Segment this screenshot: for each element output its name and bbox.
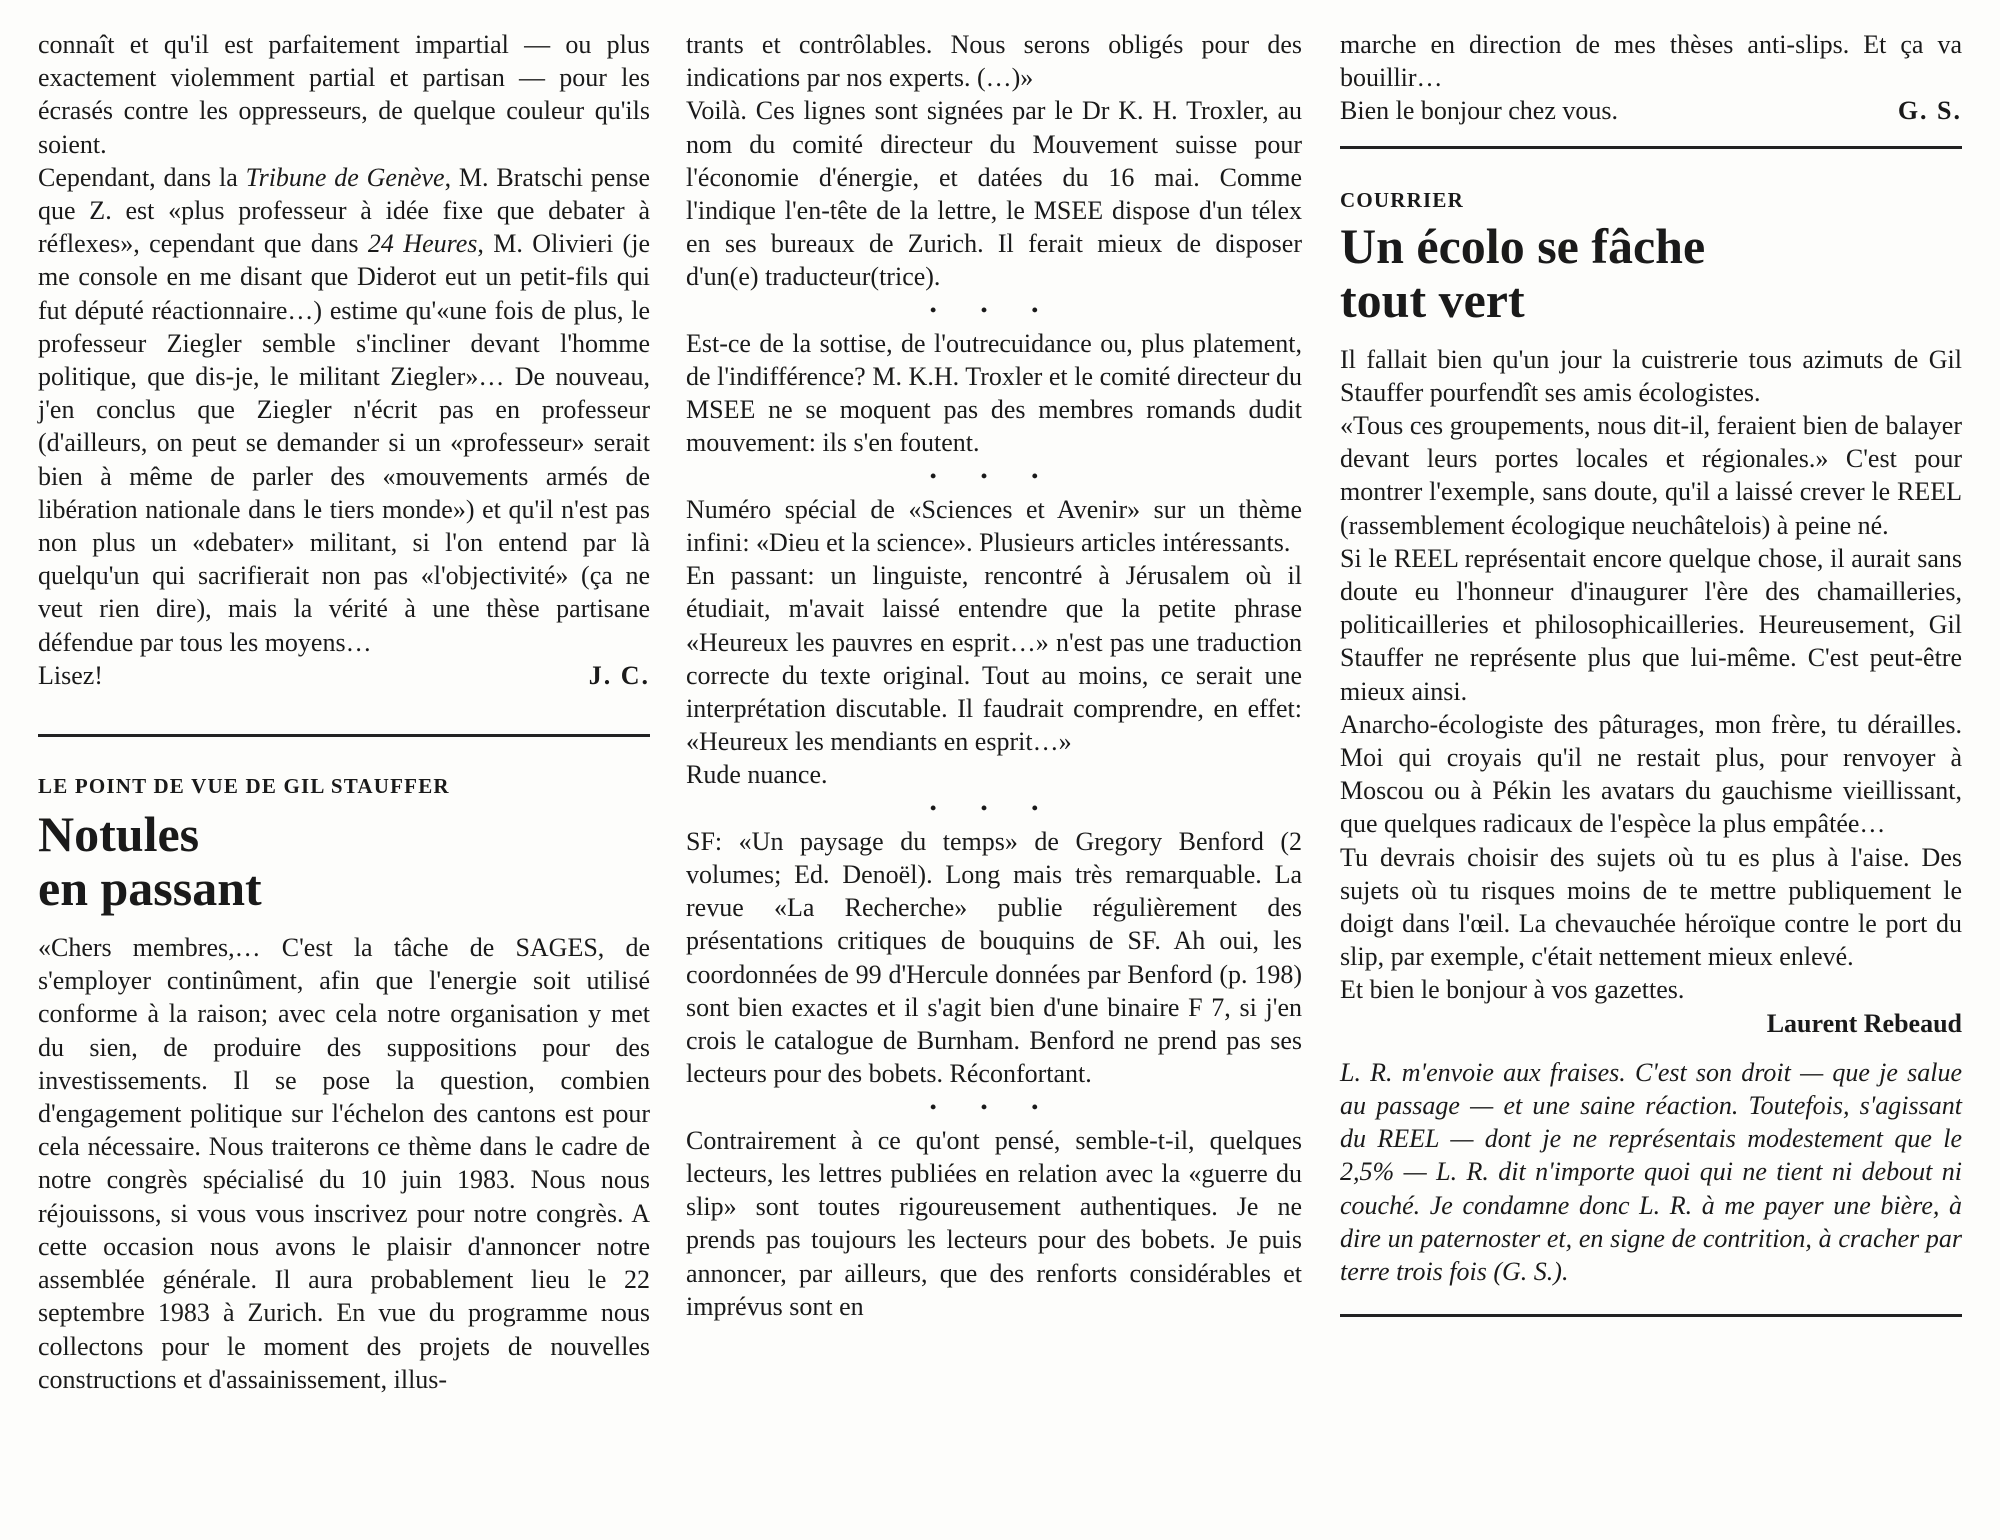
text-block — [1340, 28, 1962, 94]
paragraph: marche en direction de mes thèses anti-slips. Et ça va bouillir… — [1340, 30, 1962, 93]
divider — [38, 734, 650, 737]
headline-line: Notules — [38, 806, 200, 863]
text-run: , M. Olivieri (je me console en me disant que Diderot eut un petit-fils qui fut député réactionnaire…) estime qu'«une fois de plus, le professeur Ziegler semble s'incliner devant l'homme politique, que dis-je, le militant Ziegler»… De nouveau, j'en conclus que Ziegler n'écrit pas en professeur (d'ailleurs, on peut se demander si un «professeur» serait bien à même de parler des «mouvements armés de libération nationale dans le tiers monde») et qu'il n'est pas non plus un «debater» militant, si l'on entend par là quelqu'un qui sacrifierait non pas «l'objectivité» (ça ne veut rien dire), mais la vérité à une thèse partisane défendue par tous les moyens… — [38, 229, 650, 657]
separator: • • • — [930, 797, 1058, 818]
article-body — [686, 28, 1302, 294]
paragraph: Numéro spécial de «Sciences et Avenir» sur un thème infini: «Dieu et la science». Plusieurs articles intéressants. — [686, 494, 1302, 558]
author-initials: G. S. — [1897, 96, 1962, 126]
paragraph: Si le REEL représentait encore quelque chose, il aurait sans doute eu l'honneur d'inaugurer l'ère des chamailleries, politicailleries et philosophicailleries. Heureusement, Gil Stauffer ne représente plus que lui-même. C'est peut-être mieux ainsi. — [1340, 543, 1962, 706]
paragraph: L. R. m'envoie aux fraises. C'est son droit — que je salue au passage — et une saine réaction. Toutefois, s'agissant du REEL — dont je ne représentais modestement que le 2,5% — L. R. dit n'importe quoi qui ne tient ni debout ni couché. Je condamne donc L. R. à me payer une bière, à dire un paternoster et, en signe de contrition, à cracher par terre trois fois (G. S.). — [1340, 1057, 1962, 1287]
column-2 — [686, 28, 1302, 1323]
paragraph: Tu devrais choisir des sujets où tu es plus à l'aise. Des sujets où tu risques moins de te mettre publiquement le doigt dans l'œil. La chevauchée héroïque contre le port du slip, par exemple, c'était nettement mieux enlevé. — [1340, 842, 1962, 972]
paragraph: Contrairement à ce qu'ont pensé, semble-t-il, quelques lecteurs, les lettres publiées en relation avec la «guerre du slip» sont toutes rigoureusement authentiques. Je ne prends pas toujours les lecteurs pour des bobets. Je puis annoncer, par ailleurs, que des renforts considérables et imprévus sont en — [686, 1125, 1302, 1321]
headline-line: en passant — [38, 860, 262, 917]
text-block — [686, 825, 1302, 1091]
headline-line: Un écolo se fâche — [1340, 217, 1706, 274]
author-initials: J. C. — [588, 660, 650, 690]
paragraph — [38, 161, 650, 659]
section-kicker: LE POINT DE VUE DE GIL STAUFFER — [38, 774, 450, 799]
paragraph: Rude nuance. — [686, 760, 828, 790]
paragraph: trants et contrôlables. Nous serons obligés pour des indications par nos experts. (…)» — [686, 30, 1302, 93]
paragraph: «Tous ces groupements, nous dit-il, feraient bien de balayer devant leurs portes locales et régionales.» C'est pour montrer l'exemple, sans doute, qu'il a laissé crever le REEL (rassemblement écologique neuchâtelois) à peine né. — [1340, 411, 1962, 540]
divider — [1340, 1314, 1962, 1317]
paragraph: Anarcho-écologiste des pâturages, mon frère, tu dérailles. Moi qui croyais qu'il ne restait plus, pour renvoyer à Moscou ou à Pékin les avatars du gauchisme vieillissant, que quelques radicaux de l'espèce la plus empâtée… — [1340, 709, 1962, 839]
letter-body — [1340, 343, 1962, 1007]
column-1 — [38, 28, 650, 1396]
separator: • • • — [930, 299, 1058, 320]
headline-line: tout vert — [1340, 271, 1525, 328]
signature-line — [1340, 94, 1962, 127]
text-run: , M. Bratschi pense que Z. est «plus professeur à idée fixe que debater à réflexes», cependant que dans — [38, 162, 651, 259]
signature-line — [38, 659, 650, 692]
author-name: Laurent Rebeaud — [1766, 1008, 1962, 1038]
separator: • • • — [930, 1096, 1058, 1117]
section-kicker: COURRIER — [1340, 187, 1464, 212]
column-3 — [1340, 28, 1962, 1317]
article-continuation — [38, 28, 650, 659]
newspaper-title: Tribune de Genève — [245, 162, 445, 192]
sign-off: Lisez! — [38, 660, 103, 690]
separator: • • • — [930, 465, 1058, 486]
paragraph: «Chers membres,… C'est la tâche de SAGES, de s'employer continûment, afin que l'energie soit utilisé conforme à la raison; avec cela notre organisation y met du sien, de produire des suppositions pour des investissements. Il se pose la question, combien d'engagement politique sur l'échelon des cantons est pour cela nécessaire. Nous traiterons ce thème dans le cadre de notre congrès spécialisé du 10 juin 1983. Nous nous réjouissons, si vous vous inscrivez pour notre congrès. A cette occasion nous avons le plaisir d'annoncer notre assemblée générale. Il aura probablement lieu le 22 septembre 1983 à Zurich. En vue du programme nous collectons pour le moment des projets de nouvelles constructions et d'assainissement, illus- — [38, 933, 650, 1394]
paragraph: Est-ce de la sottise, de l'outrecuidance ou, plus platement, de l'indifférence? M. K.H. Troxler et le comité directeur du MSEE ne se moquent pas des membres romands dudit mouvement: ils s'en foutent. — [686, 328, 1302, 458]
headline — [38, 807, 650, 915]
divider — [1340, 146, 1962, 149]
paragraph: SF: «Un paysage du temps» de Gregory Benford (2 volumes; Ed. Denoël). Long mais très remarquable. La revue «La Recherche» publie régulièrement des présentations critiques de bouquins de SF. Ah oui, les coordonnées de 99 d'Hercule données par Benford (p. 198) sont bien exactes et il s'agit bien d'une binaire F 7, si j'en crois le catalogue de Burnham. Benford ne prend pas ses lecteurs pour des bobets. Réconfortant. — [686, 826, 1302, 1089]
paragraph: Il fallait bien qu'un jour la cuistrerie tous azimuts de Gil Stauffer pourfendît ses amis écologistes. — [1340, 344, 1962, 407]
article-body — [38, 931, 650, 1396]
text-block — [686, 327, 1302, 460]
editor-reply — [1340, 1056, 1962, 1288]
paragraph: Et bien le bonjour à vos gazettes. — [1340, 975, 1685, 1005]
text-block — [686, 1124, 1302, 1323]
text-run: Cependant, dans la — [38, 162, 246, 192]
headline — [1340, 219, 1962, 327]
text-block — [686, 493, 1302, 792]
sign-off: Bien le bonjour chez vous. — [1340, 96, 1618, 126]
paragraph: Voilà. Ces lignes sont signées par le Dr K. H. Troxler, au nom du comité directeur du Mouvement suisse pour l'économie d'énergie, et datées du 16 mai. Comme l'indique l'en-tête de la lettre, le MSEE dispose d'un télex en ses bureaux de Zurich. Il ferait mieux de disposer d'un(e) traducteur(trice). — [686, 96, 1302, 292]
paragraph: connaît et qu'il est parfaitement impartial — ou plus exactement violemment partial et partisan — pour les écrasés contre les oppresseurs, de quelque couleur qu'ils soient. — [38, 30, 650, 159]
newspaper-title: 24 Heures — [367, 229, 478, 259]
paragraph: En passant: un linguiste, rencontré à Jérusalem où il étudiait, m'avait laissé entendre que la petite phrase «Heureux les pauvres en esprit…» n'est pas une traduction correcte du texte original. Tout au moins, ce serait une interprétation discutable. Il faudrait comprendre, en effet: «Heureux les mendiants en esprit…» — [686, 561, 1302, 757]
